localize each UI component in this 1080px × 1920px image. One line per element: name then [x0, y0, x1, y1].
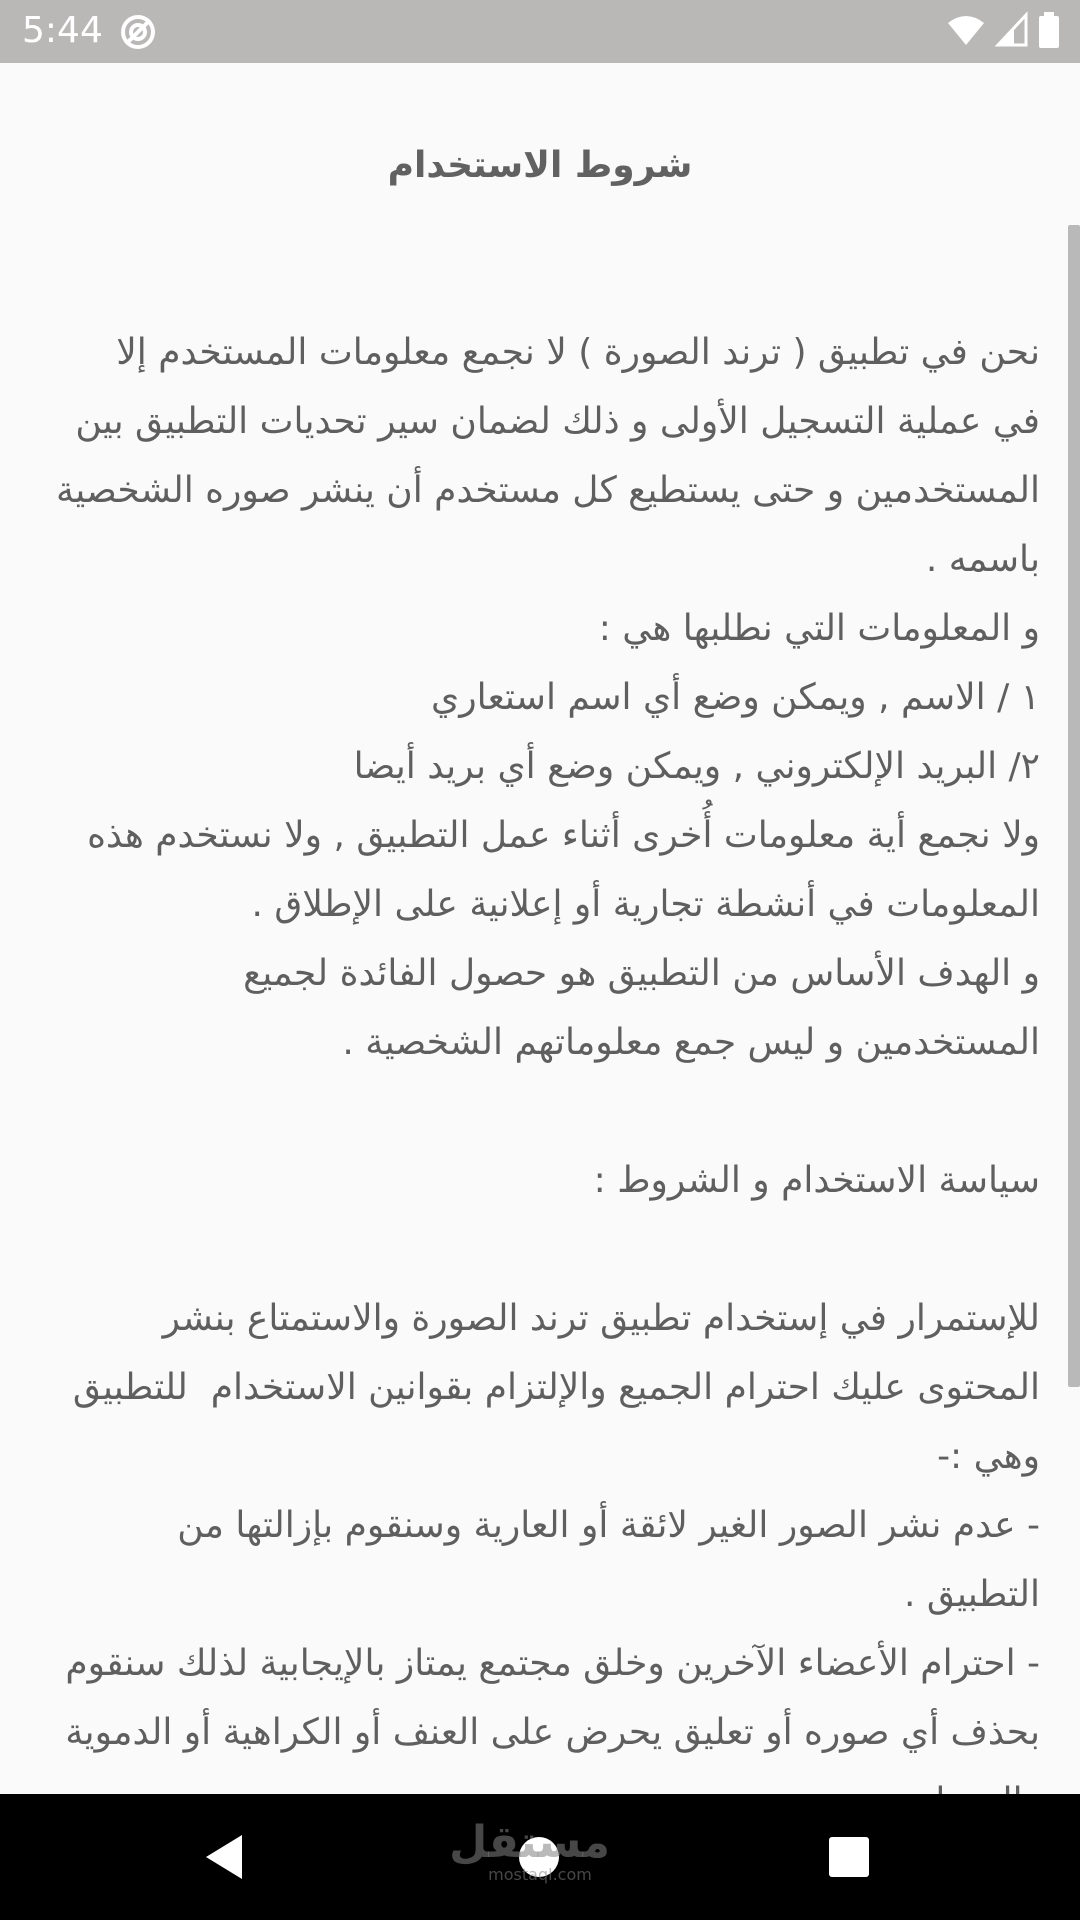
- navigation-bar: [0, 1794, 1080, 1920]
- home-button[interactable]: [506, 1824, 572, 1890]
- notification-icon: [118, 12, 158, 52]
- back-icon: [202, 1832, 246, 1882]
- page-title: شروط الاستخدام: [387, 145, 693, 186]
- recents-button[interactable]: [816, 1824, 882, 1890]
- back-button[interactable]: [191, 1824, 257, 1890]
- status-icons: [946, 12, 1060, 52]
- wifi-icon: [946, 13, 986, 51]
- scrollbar[interactable]: [1068, 225, 1080, 1387]
- terms-body-text: نحن في تطبيق ( ترند الصورة ) لا نجمع معلومات المستخدم إلا في عملية التسجيل الأولى و ذلك لضمان سير تحديات التطبيق بين المستخدمين و حتى يستطيع كل مستخدم أن ينشر صوره الشخصية باسمه . و المعلومات التي نطلبها هي : ١ / الاسم , ويمكن وضع أي اسم استعاري ٢/ البريد الإلكتروني , ويمكن وضع أي بريد أيضا ولا نجمع أية معلومات أُخرى أثناء عمل التطبيق , ولا نستخدم هذه المعلومات في أنشطة تجارية أو إعلانية على الإطلاق . و الهدف الأساس من التطبيق هو حصول الفائدة لجميع المستخدمين و ليس جمع معلوماتهم الشخصية . سياسة الاستخدام و الشروط : للإستمرار في إستخدام تطبيق ترند الصورة والاستمتاع بنشر المحتوى عليك احترام الجميع والإلتزام بقوانين الاستخدام للتطبيق وهي :- - عدم نشر الصور الغير لائقة أو العارية وسنقوم بإزالتها من التطبيق . - احترام الأعضاء الآخرين وخلق مجتمع يمتاز بالإيجابية لذلك سنقوم بحذف أي صوره أو تعليق يحرض على العنف أو الكراهية أو الدموية: [55, 332, 1040, 1753]
- signal-icon: [996, 13, 1028, 51]
- recents-icon: [828, 1836, 870, 1878]
- home-icon: [517, 1835, 561, 1879]
- terms-screen[interactable]: [0, 63, 1080, 1794]
- status-bar: [0, 0, 1080, 63]
- status-time: 5:44: [22, 10, 103, 51]
- watermark-latin: mostaql.com: [488, 1865, 592, 1884]
- watermark-arabic: مستقل: [449, 1817, 610, 1868]
- battery-icon: [1038, 12, 1060, 52]
